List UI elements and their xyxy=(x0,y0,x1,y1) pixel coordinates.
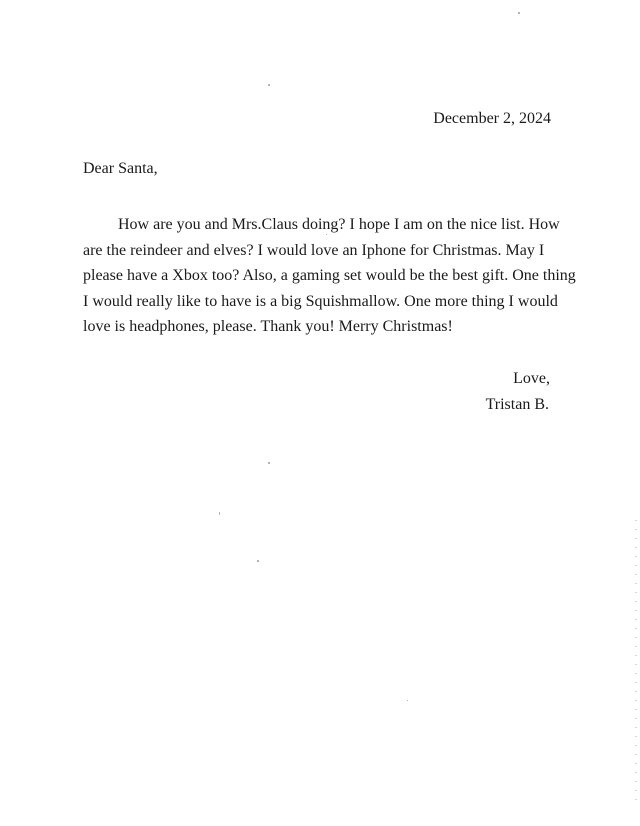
letter-date: December 2, 2024 xyxy=(433,110,551,127)
body-line-1: How are you and Mrs.Claus doing? I hope I am on the nice list. How xyxy=(118,216,560,233)
scan-edge-marks xyxy=(635,520,637,800)
body-line-4: I would really like to have is a big Squishmallow. One more thing I would xyxy=(83,292,558,310)
scan-speck xyxy=(326,234,327,235)
scan-speck xyxy=(268,84,270,86)
body-line-5: love is headphones, please. Thank you! Merry Christmas! xyxy=(83,318,453,335)
scan-speck xyxy=(268,462,270,464)
scan-speck xyxy=(257,560,259,562)
letter-body xyxy=(83,212,576,340)
letter-closing: Love, xyxy=(513,370,550,387)
letter-greeting: Dear Santa, xyxy=(83,160,158,177)
scan-speck xyxy=(219,512,220,515)
scan-speck xyxy=(407,700,408,701)
scan-speck xyxy=(518,12,520,14)
body-line-3: please have a Xbox too? Also, a gaming set would be the best gift. One thing xyxy=(83,267,576,284)
body-line-2: are the reindeer and elves? I would love an Iphone for Christmas. May I xyxy=(83,241,545,259)
letter-signature: Tristan B. xyxy=(485,396,549,413)
